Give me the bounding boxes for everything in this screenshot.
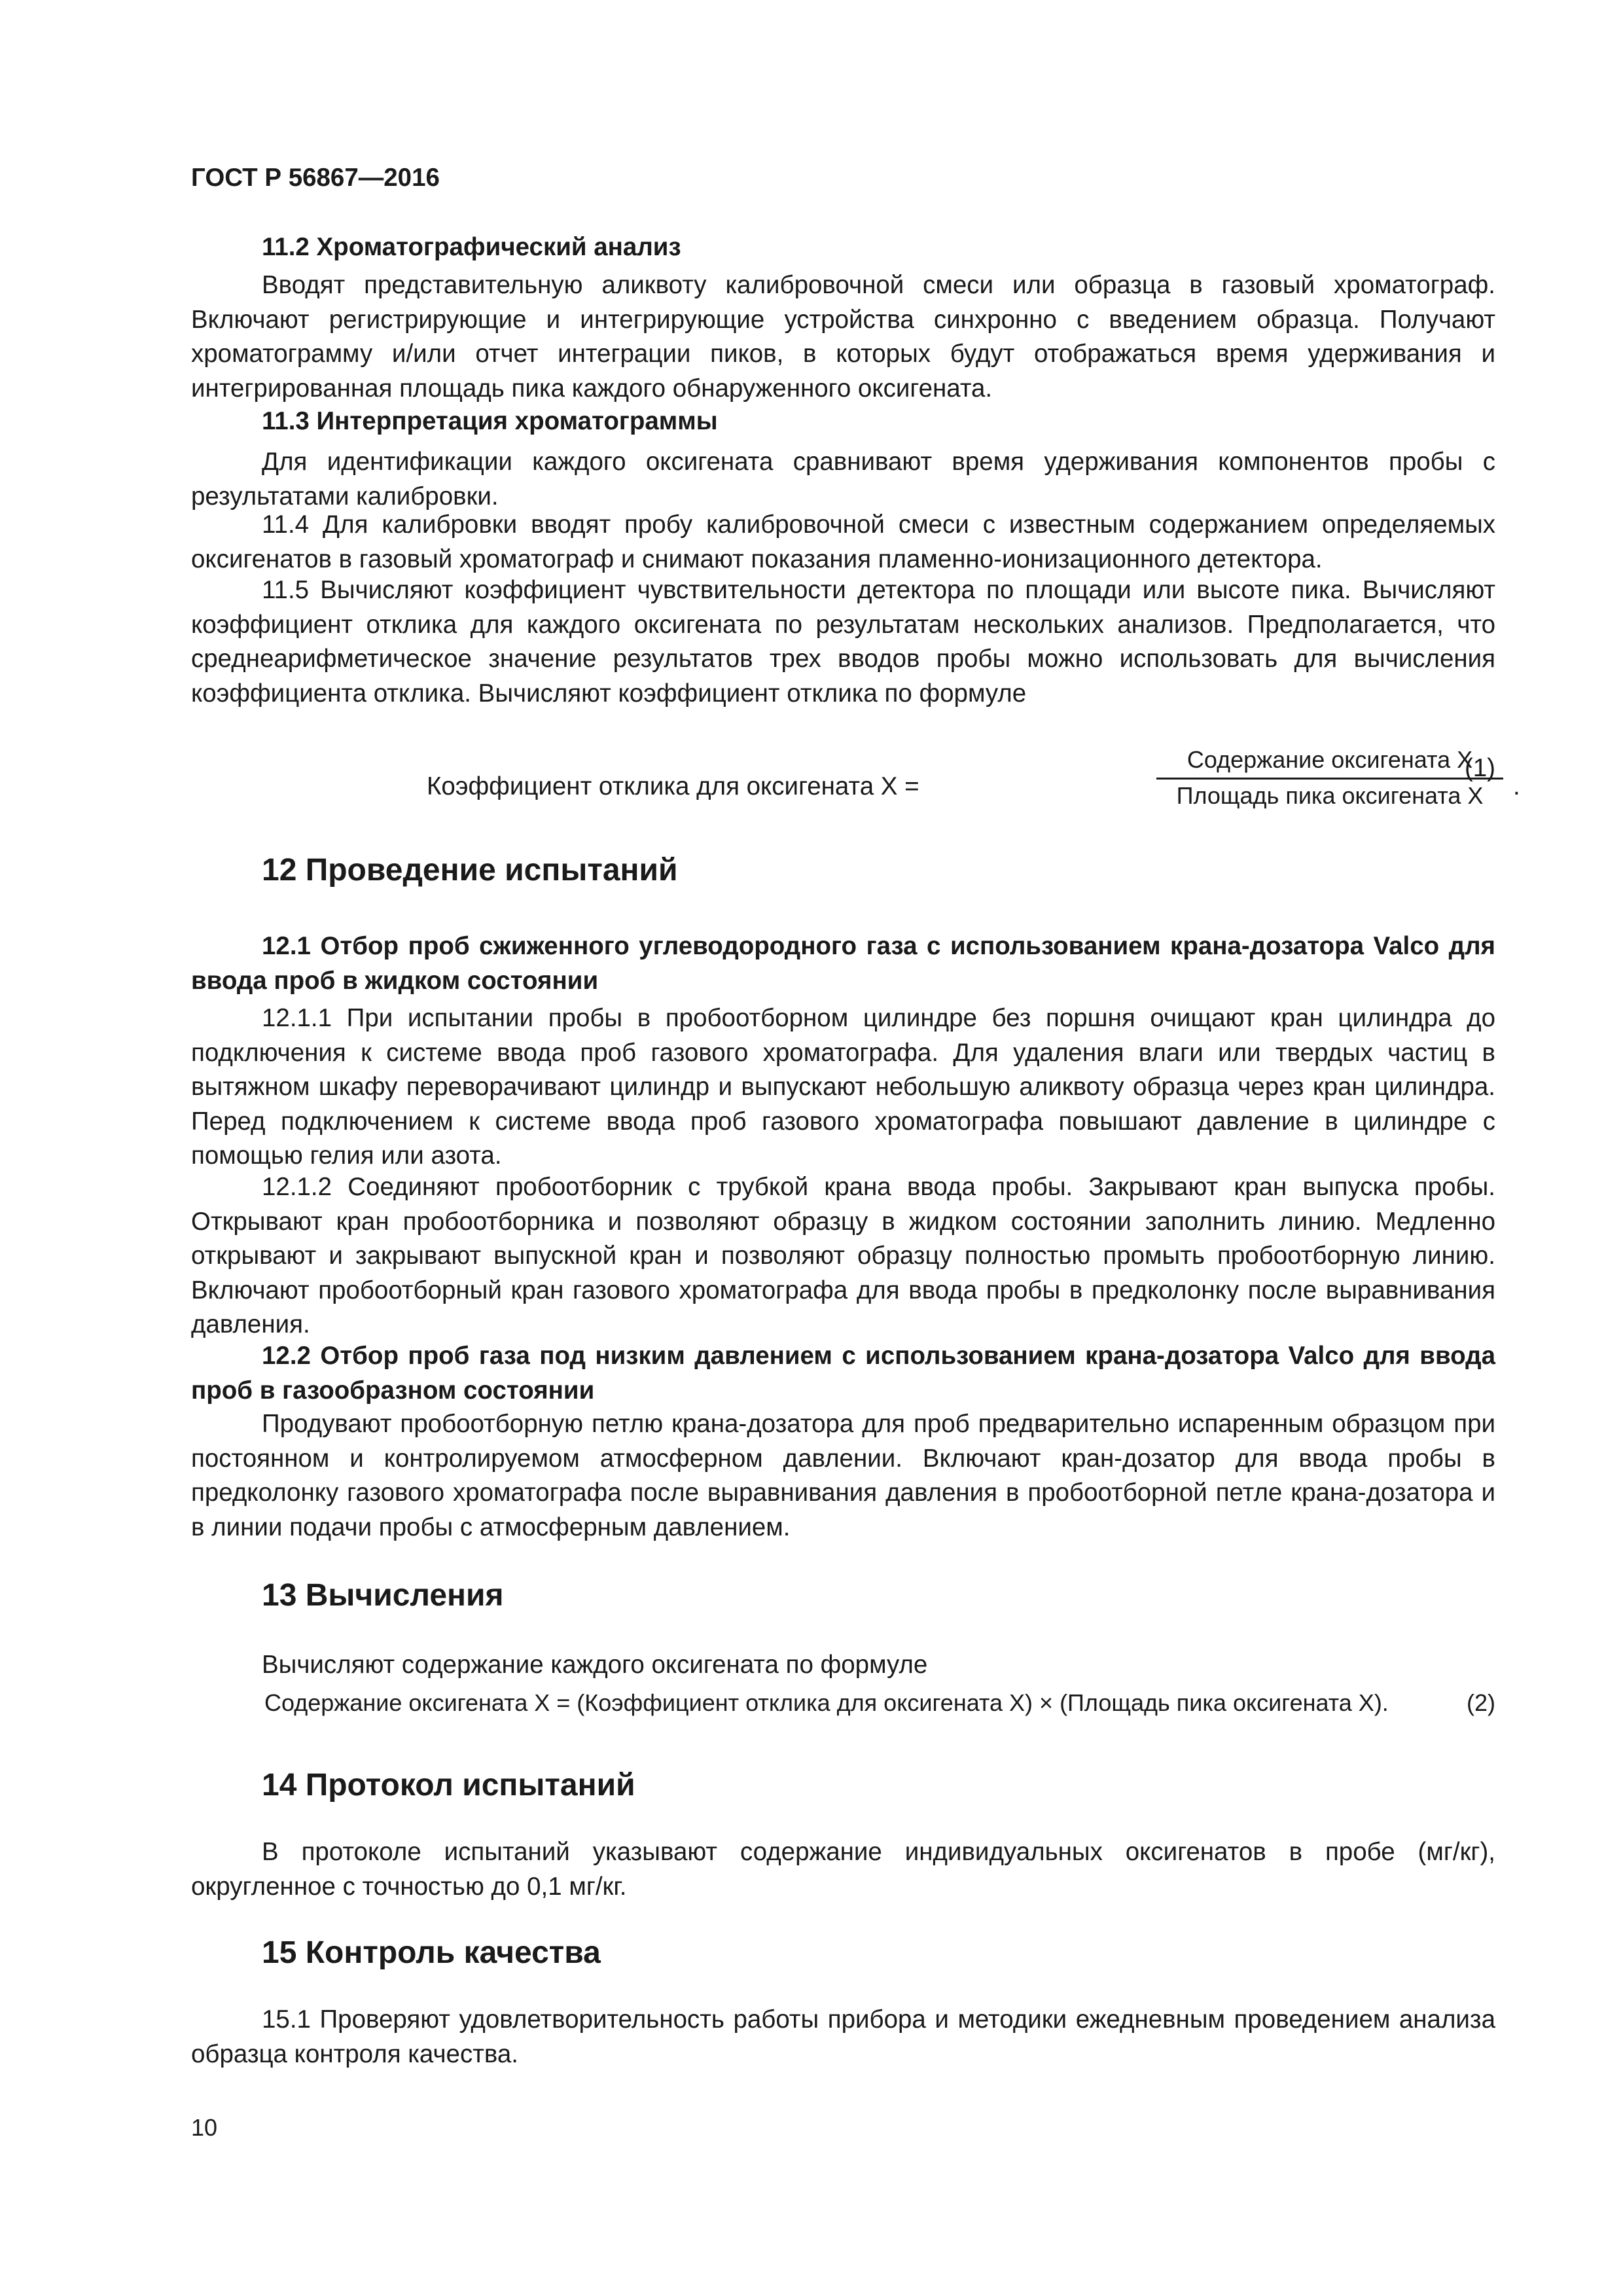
formula-1-number: (1) bbox=[1464, 754, 1495, 782]
formula-2-number: (2) bbox=[1467, 1689, 1495, 1716]
section-11-5-text: 11.5 Вычисляют коэффициент чувствительности детектора по площади или высоте пика. Вычисляют коэффициент отклика для каждого оксигената по результатам нескольких анализов. Предполагается, что среднеарифметическое значение результатов трех вводов пробы можно использовать для вычисления коэффициента отклика. Вычисляют коэффициент отклика по формуле bbox=[191, 576, 1495, 708]
section-11-2-text: Вводят представительную аликвоту калибровочной смеси или образца в газовый хроматограф. Включают регистрирующие и интегрирующие устройства синхронно с введением образца. Получают хроматограмму и/или отчет интеграции пиков, в которых будут отображаться время удерживания и интегрированная площадь пика каждого обнаруженного оксигената. bbox=[191, 271, 1495, 403]
section-12-1-2-text: 12.1.2 Соединяют пробоотборник с трубкой крана ввода пробы. Закрывают кран выпуска пробы. Открывают кран пробоотборника и позволяют образцу в жидком состоянии заполнить линию. Медленно открывают и закрывают выпускной кран и позволяют образцу полностью промыть пробоотборную линию. Включают пробоотборный кран газового хроматографа для ввода пробы в предколонку после выравнивания давления. bbox=[191, 1173, 1495, 1338]
section-13-heading: 13 Вычисления bbox=[262, 1578, 504, 1613]
formula-1 bbox=[191, 746, 1520, 831]
section-11-3-heading: 11.3 Интерпретация хроматограммы bbox=[262, 407, 718, 435]
section-12-1-1-text: 12.1.1 При испытании пробы в пробоотборном цилиндре без поршня очищают кран цилиндра до подключения к системе ввода проб газового хроматографа. Для удаления влаги или твердых частиц в вытяжном шкафу переворачивают цилиндр и выпускают небольшую аликвоту образца через кран цилиндра. Перед подключением к системе ввода проб газового хроматографа повышают давление в цилиндре с помощью гелия или азота. bbox=[191, 1004, 1495, 1170]
section-12-1-heading: 12.1 Отбор проб сжиженного углеводородного газа с использованием крана-дозатора Valco для ввода проб в жидком состоянии bbox=[191, 932, 1495, 995]
section-12-2-text: Продувают пробоотборную петлю крана-дозатора для проб предварительно испаренным образцом при постоянном и контролируемом атмосферном давлении. Включают кран-дозатор для ввода пробы в предколонку газового хроматографа после выравнивания давления в пробоотборной петле крана-дозатора и в линии подачи пробы с атмосферным давлением. bbox=[191, 1410, 1495, 1541]
section-12-heading: 12 Проведение испытаний bbox=[262, 853, 678, 888]
document-code: ГОСТ Р 56867—2016 bbox=[191, 164, 440, 192]
section-13-text: Вычисляют содержание каждого оксигената по формуле bbox=[262, 1651, 928, 1679]
formula-1-dot: . bbox=[1513, 772, 1520, 800]
section-15-heading: 15 Контроль качества bbox=[262, 1935, 601, 1970]
formula-1-numerator: Содержание оксигената X bbox=[1186, 746, 1473, 773]
section-11-2-heading: 11.2 Хроматографический анализ bbox=[262, 233, 681, 261]
section-12-2-heading: 12.2 Отбор проб газа под низким давлением с использованием крана-дозатора Valco для ввода проб в газообразном состоянии bbox=[191, 1342, 1495, 1405]
formula-1-fraction bbox=[1156, 746, 1503, 810]
section-14-text: В протоколе испытаний указывают содержание индивидуальных оксигенатов в пробе (мг/кг), округленное с точностью до 0,1 мг/кг. bbox=[191, 1838, 1495, 1901]
formula-2-expression: Содержание оксигената X = (Коэффициент отклика для оксигената X) × (Площадь пика оксигената X). bbox=[264, 1689, 1389, 1716]
section-14-heading: 14 Протокол испытаний bbox=[262, 1768, 635, 1803]
formula-1-denominator: Площадь пика оксигената X bbox=[1176, 782, 1484, 809]
formula-1-lhs: Коэффициент отклика для оксигената X = bbox=[427, 772, 919, 800]
page-number: 10 bbox=[191, 2114, 218, 2141]
section-15-1-text: 15.1 Проверяют удовлетворительность работы прибора и методики ежедневным проведением анализа образца контроля качества. bbox=[191, 2005, 1495, 2068]
section-11-3-text: Для идентификации каждого оксигената сравнивают время удерживания компонентов пробы с результатами калибровки. bbox=[191, 448, 1495, 511]
section-11-4-text: 11.4 Для калибровки вводят пробу калибровочной смеси с известным содержанием определяемых оксигенатов в газовый хроматограф и снимают показания пламенно-ионизационного детектора. bbox=[191, 511, 1495, 573]
